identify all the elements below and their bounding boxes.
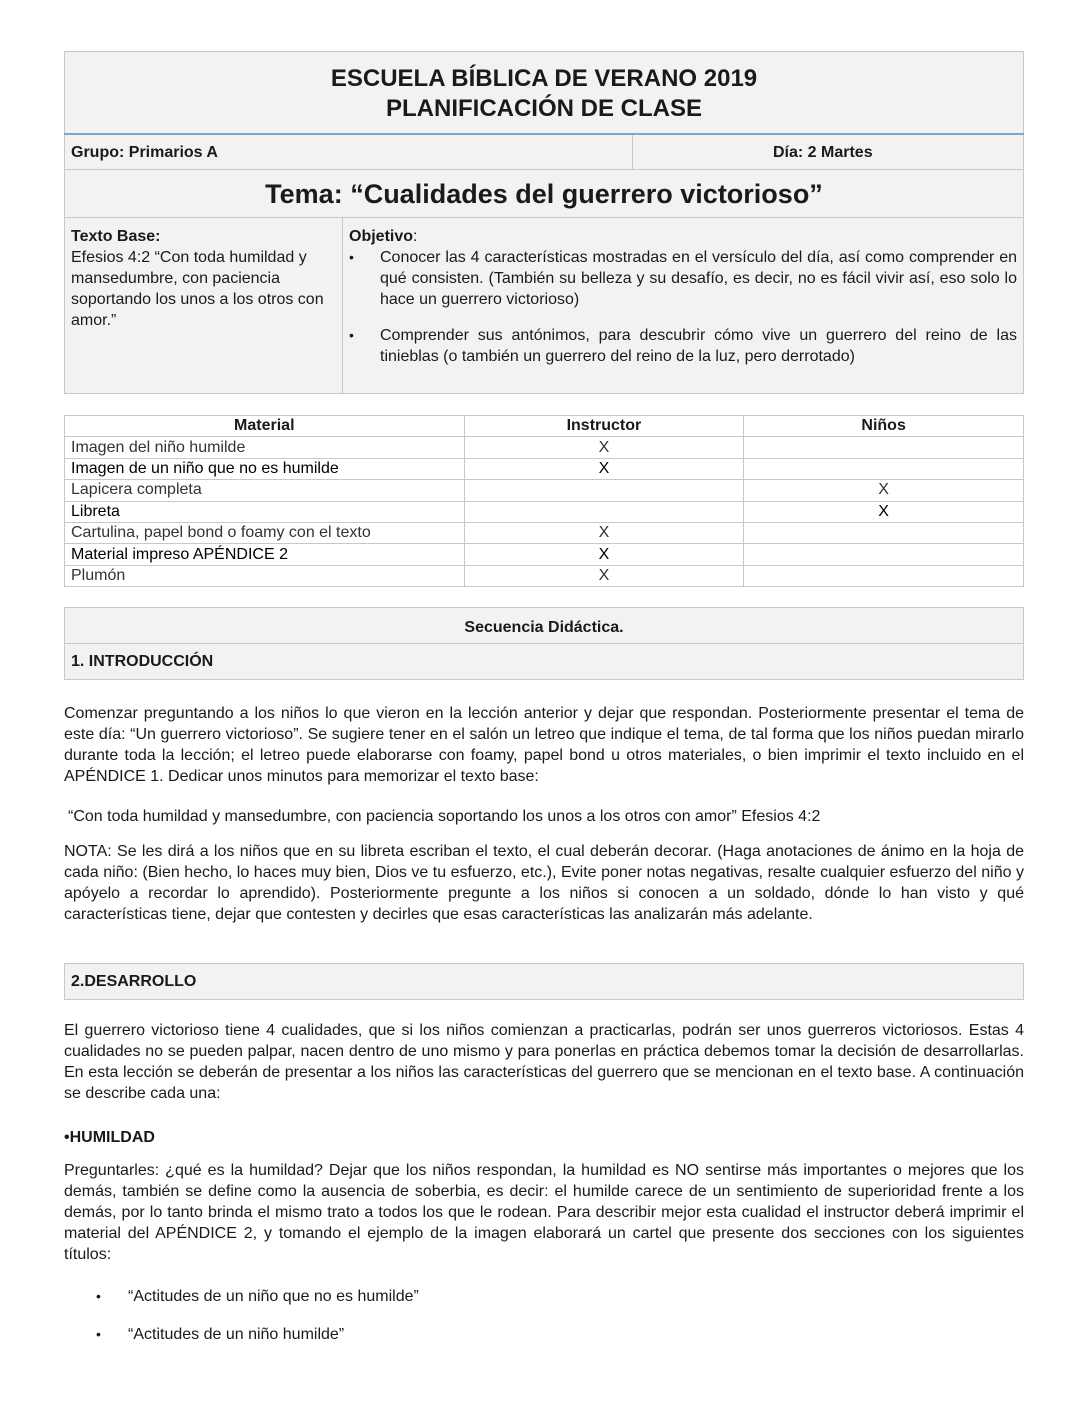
header-divider <box>64 133 1024 135</box>
table-row: Material impreso APÉNDICE 2 X <box>65 544 1024 565</box>
col-header-instructor: Instructor <box>464 416 744 437</box>
table-row: Lapicera completa X <box>65 480 1024 501</box>
title-line-1: ESCUELA BÍBLICA DE VERANO 2019 <box>330 65 758 92</box>
table-row: Plumón X <box>65 565 1024 586</box>
header-table <box>64 51 1024 219</box>
humildad-heading: •HUMILDAD <box>64 1129 155 1146</box>
intro-quote: “Con toda humildad y mansedumbre, con paciencia soportando los unos a los otros con amor” Efesios 4:2 <box>68 808 821 825</box>
introduccion-heading: 1. INTRODUCCIÓN <box>65 644 1024 680</box>
desarrollo-paragraph: El guerrero victorioso tiene 4 cualidades, que si los niños comienzan a practicarlas, podrán ser unos guerreros victoriosos. Estas 4 cualidades no se pueden palpar, nacen dentro de uno mismo y para ponerlas en práctica debemos tomar la decisión de desarrollarlas. En esta lección se deberán de presentar a los niños las características del guerrero que se mencionan en el texto base. A continuación se describe cada una: <box>64 1022 1024 1102</box>
desarrollo-heading: 2.DESARROLLO <box>64 963 1024 1000</box>
table-row: Libreta X <box>65 501 1024 522</box>
texto-objetivo-table <box>64 217 1024 394</box>
humildad-paragraph: Preguntarles: ¿qué es la humildad? Dejar que los niños respondan, la humildad es NO sentirse más importantes o mejores que los demás, también se define como la ausencia de soberbia, es decir: el humilde carece de un sentimiento de superioridad frente a los demás, por lo tanto brinda el mismo trato a todos los que le rodean. Para describir mejor esta cualidad el instructor deberá imprimir el material del APÉNDICE 2, y tomando el ejemplo de la imagen elaborará un cartel que presente dos secciones con los siguientes títulos: <box>64 1162 1024 1263</box>
objetivo-cell <box>343 218 1024 394</box>
objetivo-colon: : <box>413 228 418 245</box>
bullet-icon: • <box>349 327 354 343</box>
secuencia-title: Secuencia Didáctica. <box>65 608 1024 644</box>
bullet-icon: • <box>349 249 354 265</box>
intro-paragraph: Comenzar preguntando a los niños lo que vieron en la lección anterior y dejar que respondan. Posteriormente presentar el tema de este día: “Un guerrero victorioso”. Se sugiere tener en el salón un letreo que indique el tema, de tal forma que los niños puedan mirarlo durante toda la lección; el letreo puede elaborarse con foamy, papel bond u otros materiales, o bien imprimir el texto incluido en el APÉNDICE 1. Dedicar unos minutos para memorizar el texto base: <box>64 705 1024 785</box>
texto-base-label: Texto Base: <box>71 228 161 245</box>
grupo-cell: Grupo: Primarios A <box>65 135 633 170</box>
objetivo-item: • Comprender sus antónimos, para descubrir cómo vive un guerrero del reino de las tinieblas (o también un guerrero del reino de la luz, pero derrotado) <box>349 327 1017 365</box>
bullet-icon: • <box>96 1326 101 1342</box>
title-line-2: PLANIFICACIÓN DE CLASE <box>385 95 702 122</box>
col-header-material: Material <box>65 416 465 437</box>
objetivo-item: • Conocer las 4 características mostradas en el versículo del día, así como comprender en qué consisten. (También su belleza y su desafío, es decir, no es fácil vivir así, eso solo lo hace un guerrero victorioso) <box>349 249 1017 308</box>
dia-cell: Día: 2 Martes <box>633 135 1024 170</box>
intro-nota: NOTA: Se les dirá a los niños que en su libreta escriban el texto, el cual deberán decorar. (Haga anotaciones de ánimo en la hoja de cada niño: (Bien hecho, lo haces muy bien, Dios ve tu esfuerzo, etc.), Evite poner notas negativas, resalte cualquier esfuerzo del niño y apóyelo a recordar lo aprendido). Posteriormente pregunte a los niños si conocen a un soldado, dónde lo han visto y qué características tiene, dejar que contesten y decirles que esas características las analizarán más adelante. <box>64 843 1024 923</box>
document-title <box>65 52 1024 135</box>
texto-base-cell <box>65 218 343 394</box>
materials-table <box>64 415 1024 587</box>
bullet-icon: • <box>96 1288 101 1304</box>
table-row: Cartulina, papel bond o foamy con el texto X <box>65 522 1024 543</box>
texto-base-text: Efesios 4:2 “Con toda humildad y mansedumbre, con paciencia soportando los unos a los otros con amor.” <box>71 249 324 329</box>
objetivo-list <box>349 247 1017 367</box>
tema-title: Tema: “Cualidades del guerrero victorioso” <box>65 170 1024 219</box>
objetivo-label: Objetivo <box>349 228 414 245</box>
table-row: Imagen del niño humilde X <box>65 437 1024 458</box>
secuencia-table <box>64 607 1024 680</box>
col-header-ninos: Niños <box>744 416 1024 437</box>
table-row: Imagen de un niño que no es humilde X <box>65 458 1024 479</box>
